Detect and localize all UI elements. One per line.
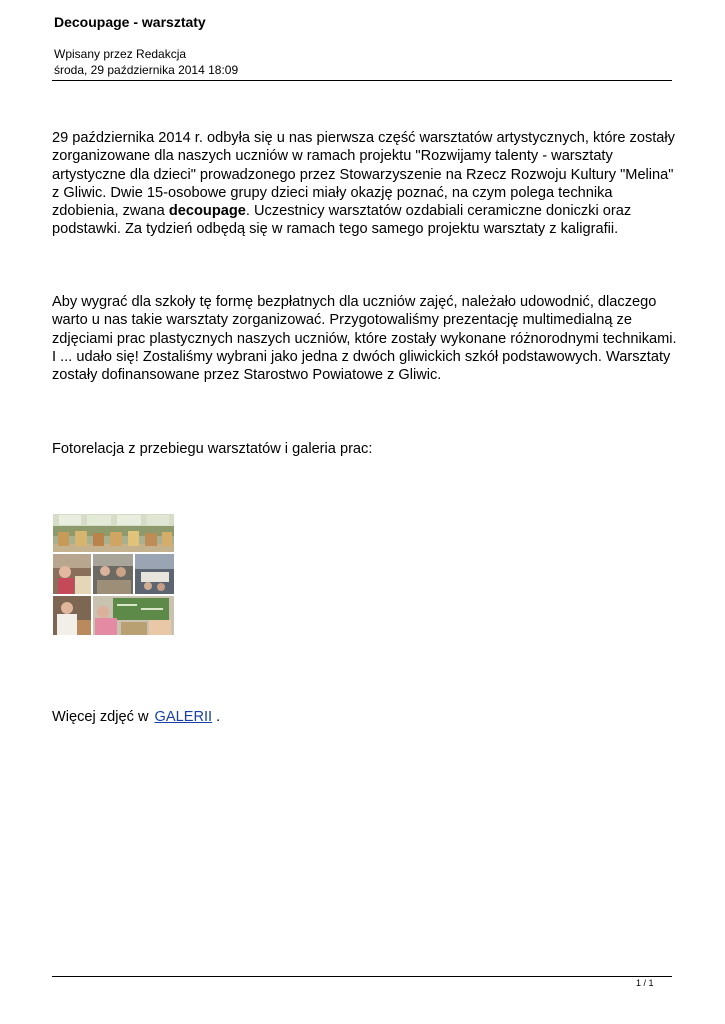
date-line: środa, 29 października 2014 18:09	[54, 63, 239, 77]
header-divider	[52, 80, 672, 81]
p1-bold-term: decoupage	[168, 203, 246, 220]
page-title: Decoupage - warsztaty	[54, 14, 206, 30]
more-photos-suffix: .	[212, 709, 221, 725]
article-meta	[54, 46, 238, 78]
author-line: Wpisany przez Redakcja	[54, 47, 187, 61]
gallery-link[interactable]: GALERII	[154, 709, 213, 725]
article-paragraph-2: Aby wygrać dla szkoły tę formę bezpłatnych dla uczniów zajęć, należało udowodnić, dlaczego warto u nas takie warsztaty zorganizować. Przygotowaliśmy prezentację multimedialną ze zdjęciami prac plastycznych naszych uczniów, które zostały wykonane różnorodnymi technikami. I ... udało się! Zostaliśmy wybrani jako jedna z dwóch gliwickich szkół podstawowych. Warsztaty zostały dofinansowane przez Starostwo Powiatowe z Gliwic.	[52, 294, 677, 384]
more-photos-line	[52, 708, 220, 726]
article-paragraph-1	[52, 129, 677, 239]
p1-text-end: . Uczestnicy warsztatów ozdabiali ceramiczne doniczki oraz podstawki. Za tydzień odbędą się w ramach tego samego projektu warsztaty z kaligrafii.	[52, 203, 632, 238]
workshop-photo-collage[interactable]	[53, 514, 174, 635]
footer-divider	[52, 976, 672, 977]
p1-text-start: 29 października 2014 r. odbyła się u nas pierwsza część warsztatów artystycznych, które zostały zorganizowane dla naszych uczniów w ramach projektu "Rozwijamy talenty - warsztaty artystyczne dla dzieci" prowadzonego przez Stowarzyszenie na Rzecz Rozwoju Kultury "Melina" z Gliwic. Dwie 15-osobowe grupy dzieci miały okazję poznać, na czym polega technika zdobienia, zwana	[52, 130, 675, 220]
page-number: 1 / 1	[636, 978, 654, 988]
article-paragraph-3: Fotorelacja z przebiegu warsztatów i galeria prac:	[52, 441, 373, 457]
more-photos-text: Więcej zdjęć w	[52, 709, 149, 725]
